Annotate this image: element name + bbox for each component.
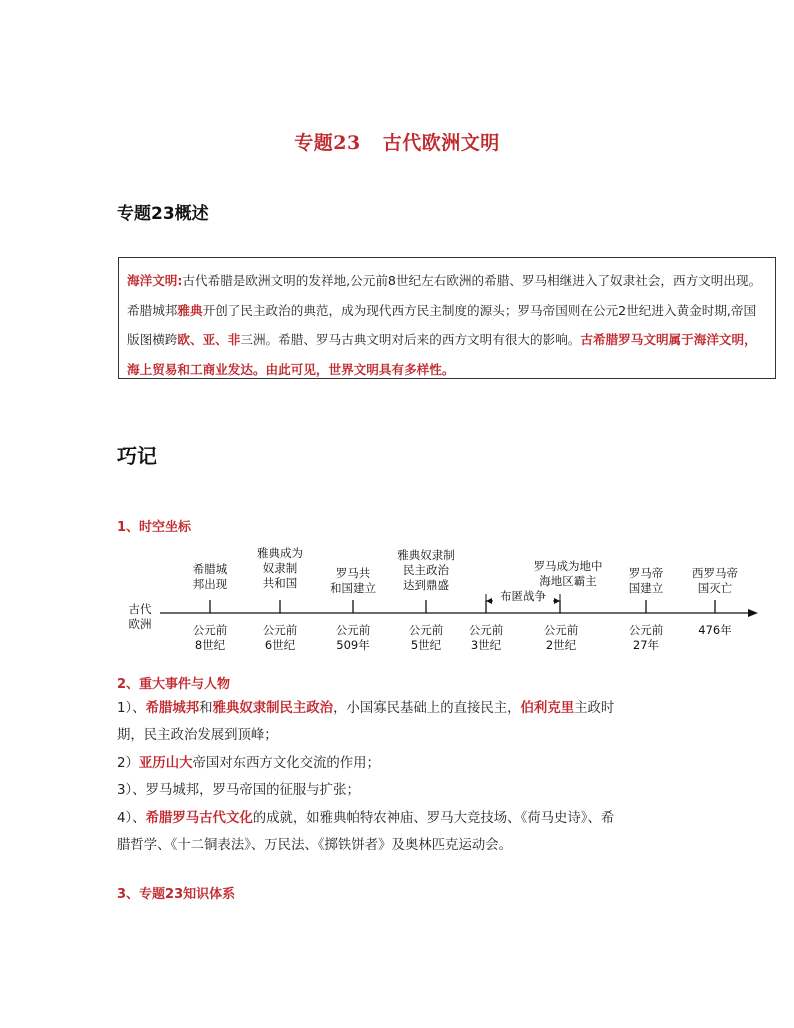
item-text: 主政时 xyxy=(574,701,615,716)
date-label-6: 公元前 2世纪 xyxy=(543,623,579,652)
date-label-5: 公元前 3世纪 xyxy=(468,623,504,652)
date-label-4: 公元前 5世纪 xyxy=(408,623,444,652)
item-keyword: 希腊罗马古代文化 xyxy=(145,811,253,826)
summary-text-1: 古代希腊是欧洲文明的发祥地,公元前8世纪左右欧洲的希腊、罗马相继进入了奴隶社会，西方文明出现。希腊城邦 xyxy=(127,273,762,318)
event-label-7: 罗马帝 国建立 xyxy=(628,566,664,595)
page-title xyxy=(0,128,794,155)
item-keyword: 雅典奴隶制民主政治 xyxy=(212,701,334,716)
event-label-8: 西罗马帝 国灭亡 xyxy=(692,566,738,595)
summary-keyword-continents: 欧、亚、非 xyxy=(177,332,241,347)
item-text: 帝国对东西方文化交流的作用； xyxy=(192,756,380,771)
date-label-3: 公元前 509年 xyxy=(335,623,371,652)
date-label-1: 公元前 8世纪 xyxy=(192,623,228,652)
summary-keyword-ocean: 海洋文明: xyxy=(127,273,183,288)
timeline xyxy=(118,538,768,662)
item-prefix: 2） xyxy=(117,756,139,771)
date-label-2: 公元前 6世纪 xyxy=(262,623,298,652)
item-keyword: 希腊城邦 xyxy=(145,701,200,716)
item-text: 的成就，如雅典帕特农神庙、罗马大竞技场、《荷马史诗》、希 xyxy=(252,811,615,826)
date-label-7: 公元前 27年 xyxy=(628,623,664,652)
overview-summary-box xyxy=(118,257,776,379)
title-name: 古代欧洲文明 xyxy=(382,132,500,154)
item-prefix: 4）、 xyxy=(117,811,146,826)
title-number: 专题23 xyxy=(294,132,361,154)
qiaoji-heading: 巧记 xyxy=(117,444,157,468)
event-item-1 xyxy=(117,700,614,718)
event-item-1-continued: 期，民主政治发展到顶峰； xyxy=(117,728,278,743)
item-keyword: 伯利克里 xyxy=(520,701,575,716)
date-label-8: 476年 xyxy=(698,623,732,637)
event-label-3: 罗马共 和国建立 xyxy=(330,566,376,595)
summary-keyword-athens: 雅典 xyxy=(177,302,203,318)
section-1-heading: 1、时空坐标 xyxy=(117,520,192,535)
event-item-4 xyxy=(117,810,614,828)
event-item-2 xyxy=(117,755,380,773)
event-item-4-continued: 腊哲学、《十二铜表法》、万民法、《掷铁饼者》及奥林匹克运动会。 xyxy=(117,838,513,853)
event-label-4: 雅典奴隶制 民主政治 达到鼎盛 xyxy=(397,548,455,592)
overview-heading: 专题23概述 xyxy=(117,204,209,224)
event-label-6: 罗马成为地中 海地区霸主 xyxy=(533,559,603,588)
section-2-heading: 2、重大事件与人物 xyxy=(117,677,231,692)
item-text: 和 xyxy=(199,701,213,716)
section-3-heading: 3、专题23知识体系 xyxy=(117,887,236,902)
summary-text-2: 开创了民主政治的典范，成为现代西方民主制度的源头；罗马帝国则在公元2世纪进入黄金时期,帝国版图横跨 xyxy=(127,302,757,347)
punic-war-label: 布匿战争 xyxy=(493,589,553,604)
event-label-2: 雅典成为 奴隶制 共和国 xyxy=(257,546,303,590)
summary-text-3: 三洲。希腊、罗马古典文明对后来的西方文明有很大的影响。 xyxy=(240,332,581,347)
summary-conclusion: 古希腊罗马文明属于海洋文明，海上贸易和工商业发达。由此可见，世界文明具有多样性。 xyxy=(127,332,757,377)
item-keyword: 亚历山大 xyxy=(138,756,193,771)
event-item-3: 3）、罗马城邦，罗马帝国的征服与扩张； xyxy=(117,783,360,798)
item-prefix: 1）、 xyxy=(117,701,146,716)
event-label-1: 希腊城 邦出现 xyxy=(192,562,228,591)
timeline-axis-label: 古代 欧洲 xyxy=(128,602,152,631)
item-text: ，小国寡民基础上的直接民主， xyxy=(333,701,521,716)
